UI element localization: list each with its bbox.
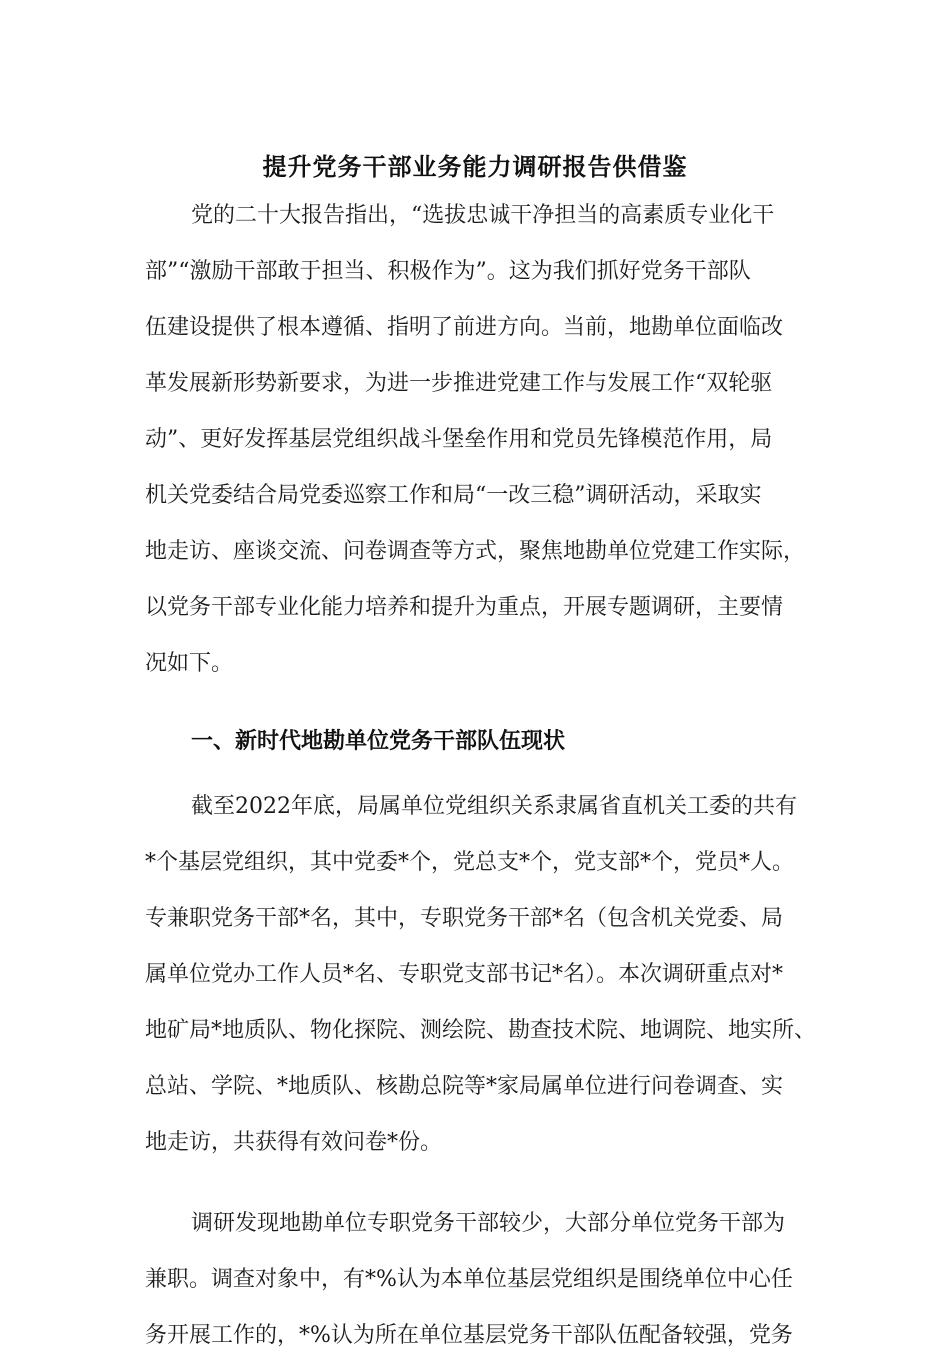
text-line: 专兼职党务干部*名，其中，专职党务干部*名（包含机关党委、局	[145, 906, 784, 931]
section-heading: 一、新时代地勘单位党务干部队伍现状	[191, 729, 566, 754]
text-line: 动”、更好发挥基层党组织战斗堡垒作用和党员先锋模范作用，局	[145, 427, 773, 452]
text-line: 部”“激励干部敢于担当、积极作为”。这为我们抓好党务干部队	[145, 259, 751, 284]
text-line: 伍建设提供了根本遵循、指明了前进方向。当前，地勘单位面临改	[145, 315, 784, 340]
text-line: 地走访、座谈交流、问卷调查等方式，聚焦地勘单位党建工作实际，	[145, 539, 806, 564]
text-line: 革发展新形势新要求，为进一步推进党建工作与发展工作“双轮驱	[145, 371, 773, 396]
text-line: 况如下。	[145, 651, 234, 676]
text-line: 机关党委结合局党委巡察工作和局“一改三稳”调研活动，采取实	[145, 483, 762, 508]
text-line: 截至2022年底，局属单位党组织关系隶属省直机关工委的共有	[191, 794, 797, 819]
text-line: 以党务干部专业化能力培养和提升为重点，开展专题调研，主要情	[145, 595, 784, 620]
document-title: 提升党务干部业务能力调研报告供借鉴	[262, 153, 688, 181]
text-line: 党的二十大报告指出，“选拔忠诚干净担当的高素质专业化干	[191, 203, 775, 228]
text-line: 地走访，共获得有效问卷*份。	[145, 1130, 443, 1155]
text-line: 总站、学院、*地质队、核勘总院等*家局属单位进行问卷调查、实	[145, 1074, 784, 1099]
text-line: 属单位党办工作人员*名、专职党支部书记*名）。本次调研重点对*	[145, 962, 784, 987]
text-line: 地矿局*地质队、物化探院、测绘院、勘查技术院、地调院、地实所、	[145, 1018, 817, 1043]
text-line: *个基层党组织，其中党委*个，党总支*个，党支部*个，党员*人。	[145, 850, 795, 875]
text-line: 兼职。调查对象中，有*%认为本单位基层党组织是围绕单位中心任	[145, 1267, 793, 1292]
text-line: 调研发现地勘单位专职党务干部较少，大部分单位党务干部为	[191, 1211, 786, 1236]
text-line: 务开展工作的，*%认为所在单位基层党务干部队伍配备较强，党务	[145, 1323, 793, 1348]
